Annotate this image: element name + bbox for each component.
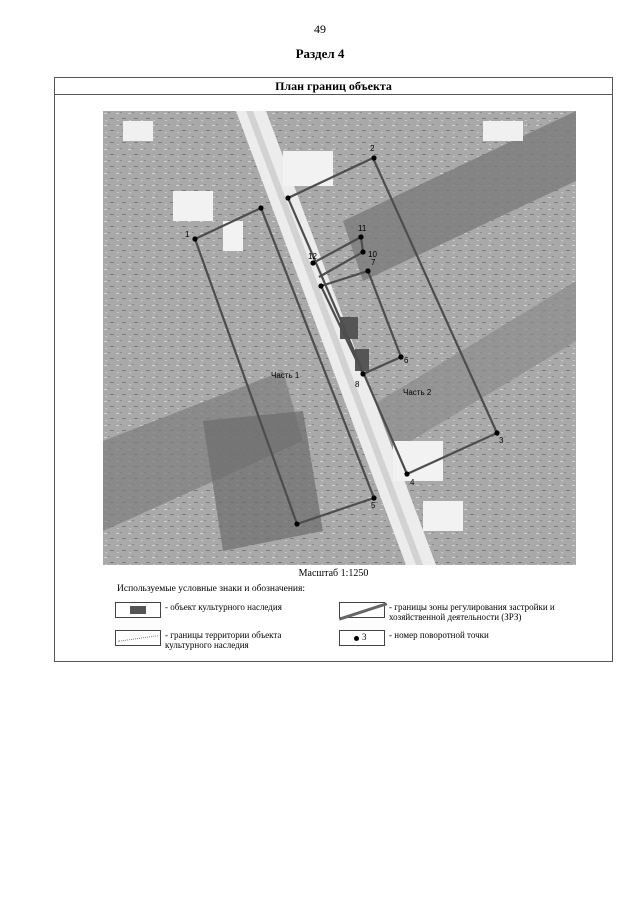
part-label-2: Часть 2 [403, 388, 432, 397]
turn-point-6 [398, 354, 403, 359]
legend-item-point [339, 630, 549, 646]
turn-point-2 [371, 155, 376, 160]
turn-point-corner [318, 283, 323, 288]
building [483, 121, 523, 141]
point-label-7: 7 [371, 258, 376, 267]
turn-point-3 [494, 430, 499, 435]
turn-point-5 [371, 495, 376, 500]
legend-item-object [115, 602, 365, 618]
turn-point-corner [258, 205, 263, 210]
point-label-5: 5 [371, 501, 376, 510]
point-label-12: 12 [308, 252, 317, 261]
plan-title: План границ объекта [55, 78, 612, 95]
page-number: 49 [314, 22, 326, 36]
legend-text-point: - номер поворотной точки [389, 630, 489, 640]
boundary-map [103, 111, 576, 565]
scale-label: Масштаб 1:1250 [298, 568, 369, 579]
turn-point-11 [358, 234, 363, 239]
turn-point-8 [360, 371, 365, 376]
turn-point-4 [404, 471, 409, 476]
legend-item-territory [115, 630, 320, 650]
turn-point-1 [192, 236, 197, 241]
legend-text-territory: - границы территории объекта культурного наследия [165, 630, 282, 650]
point-label-2: 2 [370, 144, 375, 153]
legend-text-object: - объект культурного наследия [165, 602, 282, 612]
legend-title: Используемые условные знаки и обозначения: [117, 584, 306, 594]
turn-point-sample-number: 3 [362, 632, 367, 642]
zone-boundary-icon [339, 602, 385, 618]
point-label-11: 11 [358, 224, 367, 233]
turn-point-10 [360, 249, 365, 254]
territory-boundary-icon [115, 630, 161, 646]
turn-point-corner [294, 521, 299, 526]
point-label-6: 6 [404, 356, 409, 365]
turn-point-corner [285, 195, 290, 200]
legend-item-zone [339, 602, 584, 622]
point-label-8: 8 [355, 380, 360, 389]
building [423, 501, 463, 531]
building [123, 121, 153, 141]
turn-point-7 [365, 268, 370, 273]
heritage-object [340, 317, 358, 339]
point-label-10: 10 [368, 250, 377, 259]
part-label-1: Часть 1 [271, 371, 300, 380]
building [173, 191, 213, 221]
object-icon [115, 602, 161, 618]
point-label-4: 4 [410, 478, 415, 487]
turn-point-icon [339, 630, 385, 646]
section-title: Раздел 4 [295, 46, 345, 61]
turn-point-12 [310, 260, 315, 265]
plan-frame [54, 77, 613, 662]
point-label-3: 3 [499, 436, 504, 445]
point-label-1: 1 [185, 230, 190, 239]
legend-text-zone: - границы зоны регулирования застройки и хозяйственной деятельности (ЗРЗ) [389, 602, 555, 622]
